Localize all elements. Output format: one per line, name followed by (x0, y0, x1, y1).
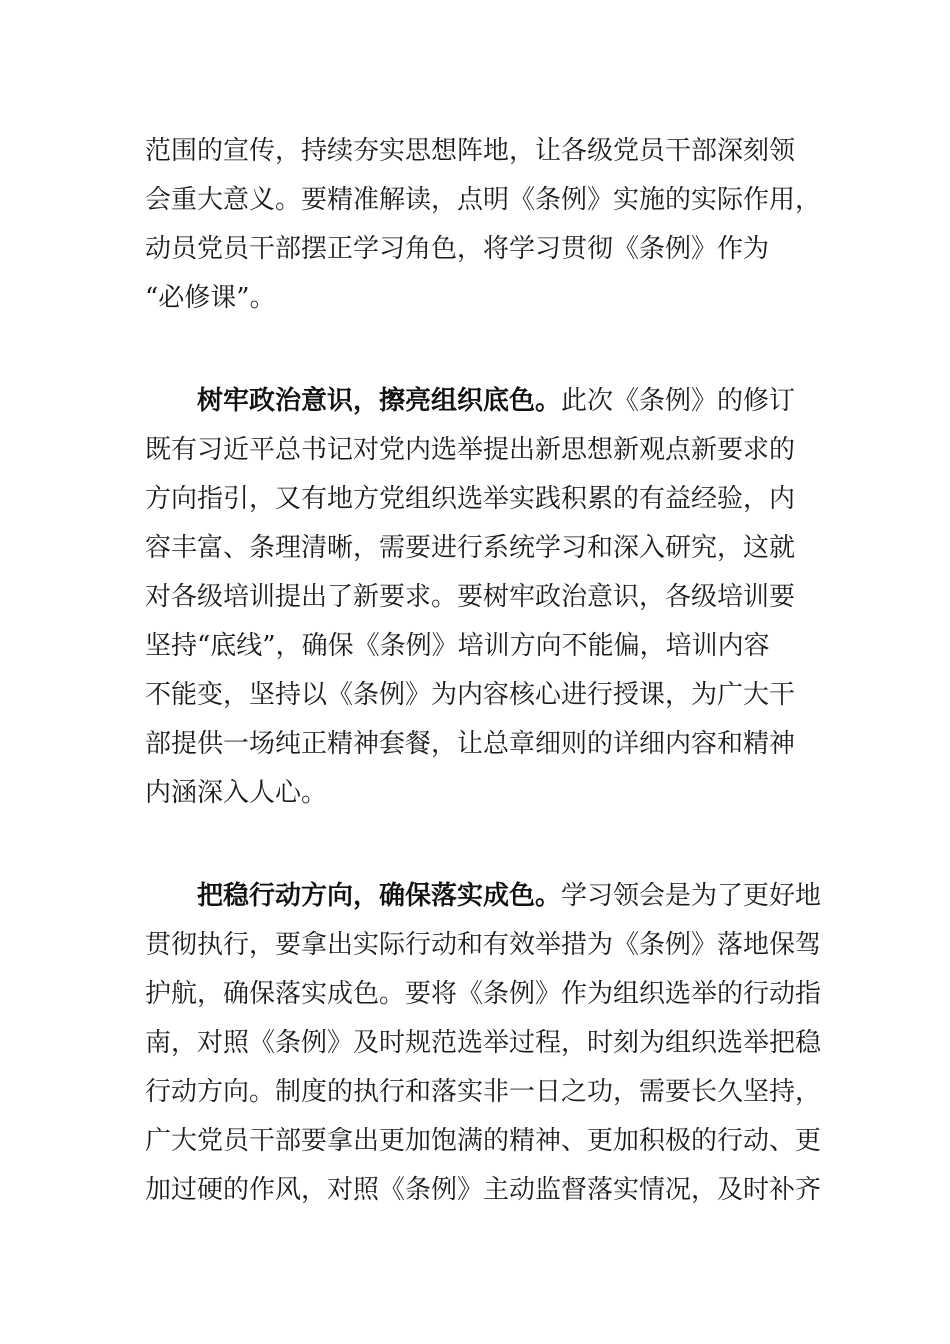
text-line: 方向指引，又有地方党组织选举实践积累的有益经验，内 (145, 484, 796, 514)
text-line: 既有习近平总书记对党内选举提出新思想新观点新要求的 (145, 435, 796, 465)
text-line: 内涵深入人心。 (145, 778, 328, 808)
text-line: 广大党员干部要拿出更加饱满的精神、更加积极的行动、更 (145, 1126, 822, 1156)
text-line: 不能变，坚持以《条例》为内容核心进行授课，为广大干 (145, 680, 796, 710)
text-line: 护航，确保落实成色。要将《条例》作为组织选举的行动指 (145, 979, 822, 1009)
paragraph-2 (145, 377, 815, 818)
text-line: 贯彻执行，要拿出实际行动和有效举措为《条例》落地保驾 (145, 930, 822, 960)
text-line: 坚持“底线”，确保《条例》培训方向不能偏，培训内容 (145, 631, 770, 661)
text-run: 此次《条例》的修订 (561, 386, 796, 416)
text-line: 对各级培训提出了新要求。要树牢政治意识，各级培训要 (145, 582, 796, 612)
text-line: 会重大意义。要精准解读，点明《条例》实施的实际作用， (145, 185, 822, 215)
text-line: 行动方向。制度的执行和落实非一日之功，需要长久坚持， (145, 1077, 822, 1107)
paragraph-heading: 把稳行动方向，确保落实成色。 (197, 881, 562, 911)
paragraph-1 (145, 127, 822, 323)
text-line: 容丰富、条理清晰，需要进行系统学习和深入研究，这就 (145, 533, 796, 563)
text-line: 范围的宣传，持续夯实思想阵地，让各级党员干部深刻领 (145, 136, 796, 166)
paragraph-3 (145, 872, 822, 1215)
text-run: 学习领会是为了更好地 (561, 881, 822, 911)
text-line: 动员党员干部摆正学习角色，将学习贯彻《条例》作为 (145, 234, 770, 264)
text-line: “必修课”。 (145, 283, 276, 313)
text-line-first (145, 872, 822, 921)
text-line: 加过硬的作风，对照《条例》主动监督落实情况，及时补齐 (145, 1175, 822, 1205)
text-line-first (145, 377, 815, 426)
paragraph-heading: 树牢政治意识，擦亮组织底色。 (197, 386, 562, 416)
text-line: 部提供一场纯正精神套餐，让总章细则的详细内容和精神 (145, 729, 796, 759)
text-line: 南，对照《条例》及时规范选举过程，时刻为组织选举把稳 (145, 1028, 822, 1058)
